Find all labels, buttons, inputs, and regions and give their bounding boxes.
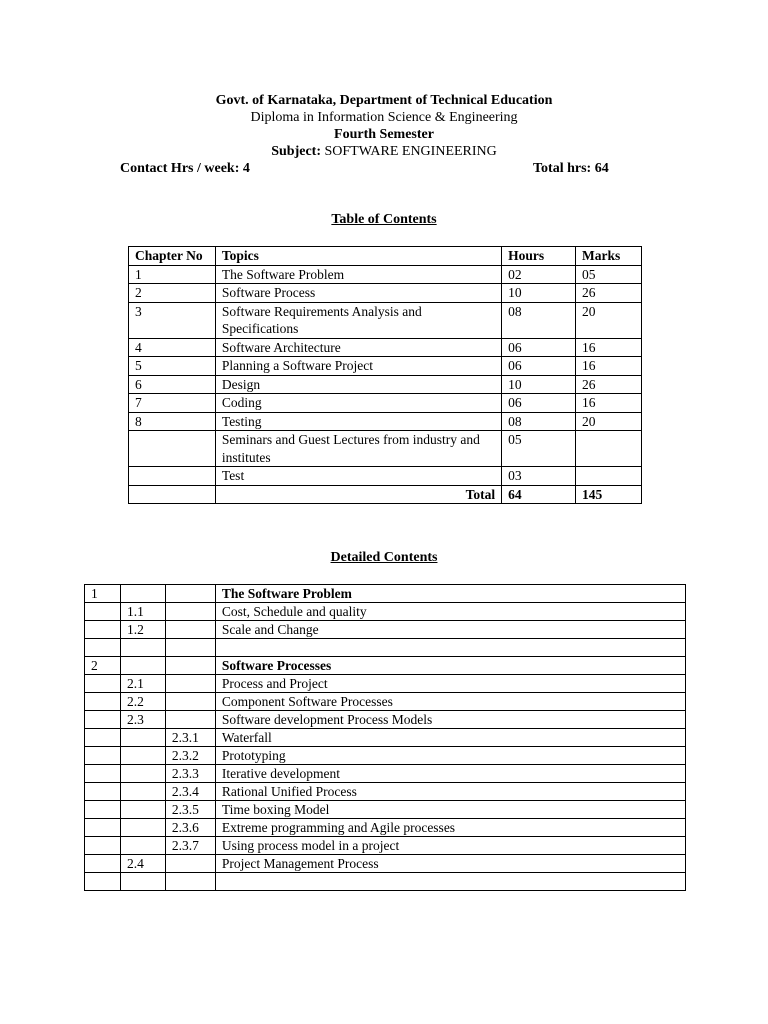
toc-total-marks: 145 (576, 485, 642, 504)
toc-marks: 26 (576, 284, 642, 303)
toc-header-row (129, 247, 642, 266)
detail-section (120, 783, 165, 801)
toc-chapter-no: 7 (129, 394, 216, 413)
detail-title: Detailed Contents (330, 550, 438, 565)
detail-section: 2.3 (120, 711, 165, 729)
table-row (129, 265, 642, 284)
detail-topic: Project Management Process (215, 855, 685, 873)
detail-chapter (85, 819, 121, 837)
table-row (129, 394, 642, 413)
detail-subsection (165, 603, 215, 621)
table-row (85, 747, 686, 765)
detail-section: 2.1 (120, 675, 165, 693)
detail-chapter (85, 873, 121, 891)
toc-topic: Design (215, 375, 501, 394)
toc-hours: 05 (502, 431, 576, 467)
detail-section: 2.2 (120, 693, 165, 711)
detail-chapter (85, 855, 121, 873)
toc-marks: 16 (576, 357, 642, 376)
toc-hours: 08 (502, 412, 576, 431)
table-row (129, 431, 642, 467)
detail-section (120, 873, 165, 891)
detail-chapter (85, 639, 121, 657)
table-row (85, 675, 686, 693)
table-row (85, 783, 686, 801)
toc-header-marks: Marks (576, 247, 642, 266)
table-row (85, 873, 686, 891)
detail-section: 1.1 (120, 603, 165, 621)
detail-subsection: 2.3.1 (165, 729, 215, 747)
detail-chapter (85, 603, 121, 621)
toc-total-empty (129, 485, 216, 504)
table-row (129, 357, 642, 376)
detail-chapter (85, 765, 121, 783)
toc-chapter-no: 3 (129, 302, 216, 338)
detail-subsection (165, 639, 215, 657)
detail-subsection (165, 693, 215, 711)
detail-chapter (85, 801, 121, 819)
detail-topic: Software Processes (215, 657, 685, 675)
detail-topic: Time boxing Model (215, 801, 685, 819)
toc-topic: Software Process (215, 284, 501, 303)
detail-topic: Rational Unified Process (215, 783, 685, 801)
toc-topic: Coding (215, 394, 501, 413)
toc-chapter-no: 1 (129, 265, 216, 284)
detail-chapter: 2 (85, 657, 121, 675)
table-row (129, 412, 642, 431)
detail-topic: Extreme programming and Agile processes (215, 819, 685, 837)
detail-subsection (165, 855, 215, 873)
detail-subsection: 2.3.4 (165, 783, 215, 801)
toc-header-chapter: Chapter No (129, 247, 216, 266)
toc-marks: 16 (576, 338, 642, 357)
toc-hours: 03 (502, 467, 576, 486)
toc-hours: 02 (502, 265, 576, 284)
table-row (129, 338, 642, 357)
header-semester: Fourth Semester (334, 127, 434, 142)
toc-table (128, 246, 642, 504)
toc-header-hours: Hours (502, 247, 576, 266)
detail-chapter (85, 837, 121, 855)
detail-topic (215, 873, 685, 891)
table-row (85, 765, 686, 783)
detail-subsection (165, 585, 215, 603)
toc-marks: 20 (576, 302, 642, 338)
detail-topic: Scale and Change (215, 621, 685, 639)
toc-marks (576, 431, 642, 467)
table-row (129, 467, 642, 486)
detail-subsection (165, 675, 215, 693)
detail-chapter (85, 729, 121, 747)
toc-chapter-no (129, 431, 216, 467)
detail-subsection: 2.3.2 (165, 747, 215, 765)
toc-marks: 20 (576, 412, 642, 431)
detail-topic (215, 639, 685, 657)
toc-topic: Software Architecture (215, 338, 501, 357)
toc-chapter-no: 4 (129, 338, 216, 357)
toc-chapter-no: 2 (129, 284, 216, 303)
toc-marks (576, 467, 642, 486)
table-row (85, 585, 686, 603)
table-row (85, 837, 686, 855)
detail-topic: Cost, Schedule and quality (215, 603, 685, 621)
subject-label: Subject: (271, 144, 325, 159)
table-row (85, 729, 686, 747)
detail-subsection: 2.3.6 (165, 819, 215, 837)
header-subject (0, 143, 768, 160)
toc-chapter-no (129, 467, 216, 486)
detail-chapter (85, 711, 121, 729)
toc-topic: Testing (215, 412, 501, 431)
detail-topic: Process and Project (215, 675, 685, 693)
table-row (129, 302, 642, 338)
toc-header-topics: Topics (215, 247, 501, 266)
table-row (85, 819, 686, 837)
detail-subsection: 2.3.7 (165, 837, 215, 855)
detail-subsection (165, 873, 215, 891)
detail-topic: Software development Process Models (215, 711, 685, 729)
toc-chapter-no: 5 (129, 357, 216, 376)
toc-total-row (129, 485, 642, 504)
table-row (85, 657, 686, 675)
toc-total-label: Total (215, 485, 501, 504)
toc-marks: 16 (576, 394, 642, 413)
table-row (85, 711, 686, 729)
toc-marks: 26 (576, 375, 642, 394)
header-department: Govt. of Karnataka, Department of Technical Education (215, 93, 553, 108)
table-row (129, 375, 642, 394)
table-row (85, 603, 686, 621)
toc-hours: 10 (502, 375, 576, 394)
detail-section (120, 837, 165, 855)
detail-topic: Component Software Processes (215, 693, 685, 711)
detail-chapter (85, 747, 121, 765)
table-row (129, 284, 642, 303)
header-diploma: Diploma in Information Science & Engineering (250, 110, 518, 125)
detail-section (120, 765, 165, 783)
table-row (85, 621, 686, 639)
detail-subsection (165, 657, 215, 675)
toc-hours: 10 (502, 284, 576, 303)
detail-chapter (85, 693, 121, 711)
detail-section (120, 747, 165, 765)
detail-subsection (165, 621, 215, 639)
table-row (85, 855, 686, 873)
toc-topic: Test (215, 467, 501, 486)
detail-topic: Iterative development (215, 765, 685, 783)
detail-chapter (85, 783, 121, 801)
toc-hours: 08 (502, 302, 576, 338)
detail-chapter (85, 675, 121, 693)
toc-hours: 06 (502, 357, 576, 376)
detail-topic: The Software Problem (215, 585, 685, 603)
detail-section (120, 801, 165, 819)
table-row (85, 693, 686, 711)
total-hours: Total hrs: 64 (533, 161, 609, 176)
contact-hours: Contact Hrs / week: 4 (120, 161, 250, 176)
detail-subsection: 2.3.3 (165, 765, 215, 783)
toc-hours: 06 (502, 338, 576, 357)
table-row (85, 639, 686, 657)
detail-subsection (165, 711, 215, 729)
toc-hours: 06 (502, 394, 576, 413)
toc-marks: 05 (576, 265, 642, 284)
toc-topic: The Software Problem (215, 265, 501, 284)
toc-chapter-no: 6 (129, 375, 216, 394)
subject-name: SOFTWARE ENGINEERING (324, 144, 497, 159)
toc-topic: Seminars and Guest Lectures from industry and institutes (215, 431, 501, 467)
toc-topic: Planning a Software Project (215, 357, 501, 376)
detail-section (120, 585, 165, 603)
detail-subsection: 2.3.5 (165, 801, 215, 819)
detail-topic: Using process model in a project (215, 837, 685, 855)
detail-section: 1.2 (120, 621, 165, 639)
detail-section (120, 639, 165, 657)
detail-section: 2.4 (120, 855, 165, 873)
detail-topic: Prototyping (215, 747, 685, 765)
toc-chapter-no: 8 (129, 412, 216, 431)
detail-topic: Waterfall (215, 729, 685, 747)
table-row (85, 801, 686, 819)
toc-topic: Software Requirements Analysis and Specifications (215, 302, 501, 338)
detail-section (120, 657, 165, 675)
detail-chapter: 1 (85, 585, 121, 603)
detail-chapter (85, 621, 121, 639)
toc-title: Table of Contents (331, 212, 437, 227)
toc-total-hours: 64 (502, 485, 576, 504)
detail-section (120, 819, 165, 837)
detail-table (84, 584, 686, 891)
detail-section (120, 729, 165, 747)
